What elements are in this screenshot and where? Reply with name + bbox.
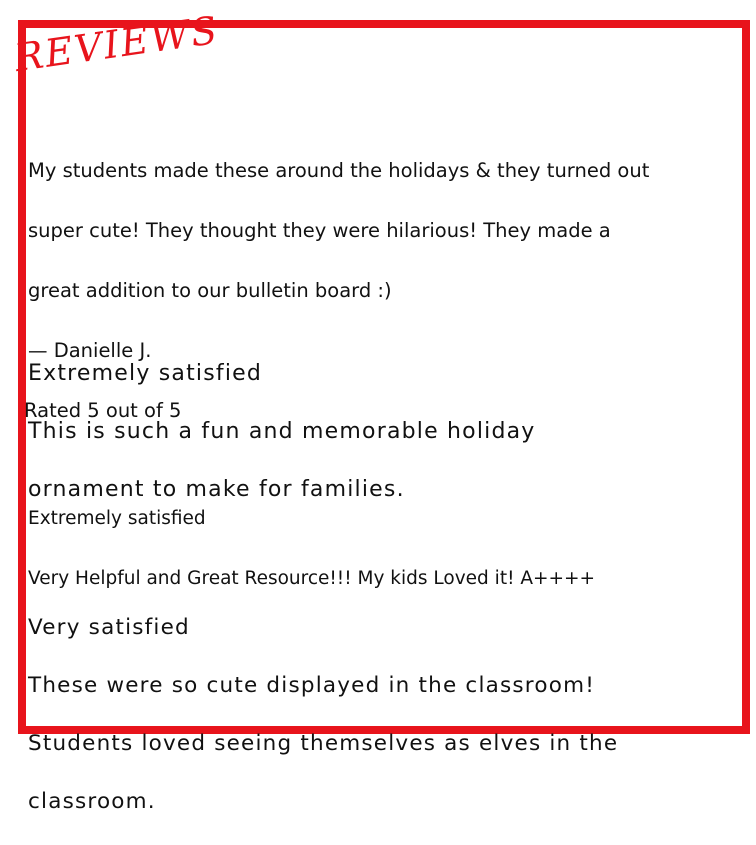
review-4: [28, 584, 708, 845]
review-1-line-2: super cute! They thought they were hilarious! They made a: [28, 219, 611, 242]
review-2-heading: Extremely satisfied: [28, 361, 263, 386]
review-3-heading: Extremely satisfied: [28, 508, 206, 529]
review-4-line-2: Students loved seeing themselves as elves in the: [28, 731, 619, 756]
review-4-heading: Very satisfied: [28, 615, 190, 640]
review-4-line-1: These were so cute displayed in the classroom!: [28, 673, 596, 698]
review-2-line-2: ornament to make for families.: [28, 477, 405, 502]
review-3-line-1: Very Helpful and Great Resource!!! My kids Loved it! A++++: [28, 568, 596, 589]
review-4-line-3: classroom.: [28, 789, 156, 814]
review-1-author: — Danielle J.: [28, 339, 152, 362]
review-2-line-1: This is such a fun and memorable holiday: [28, 419, 536, 444]
review-1-line-3: great addition to our bulletin board :): [28, 279, 392, 302]
review-1-rating: Rated 5 out of 5: [24, 399, 182, 422]
reviews-title: REVIEWS: [11, 7, 222, 80]
review-1-line-1: My students made these around the holidays & they turned out: [28, 159, 650, 182]
